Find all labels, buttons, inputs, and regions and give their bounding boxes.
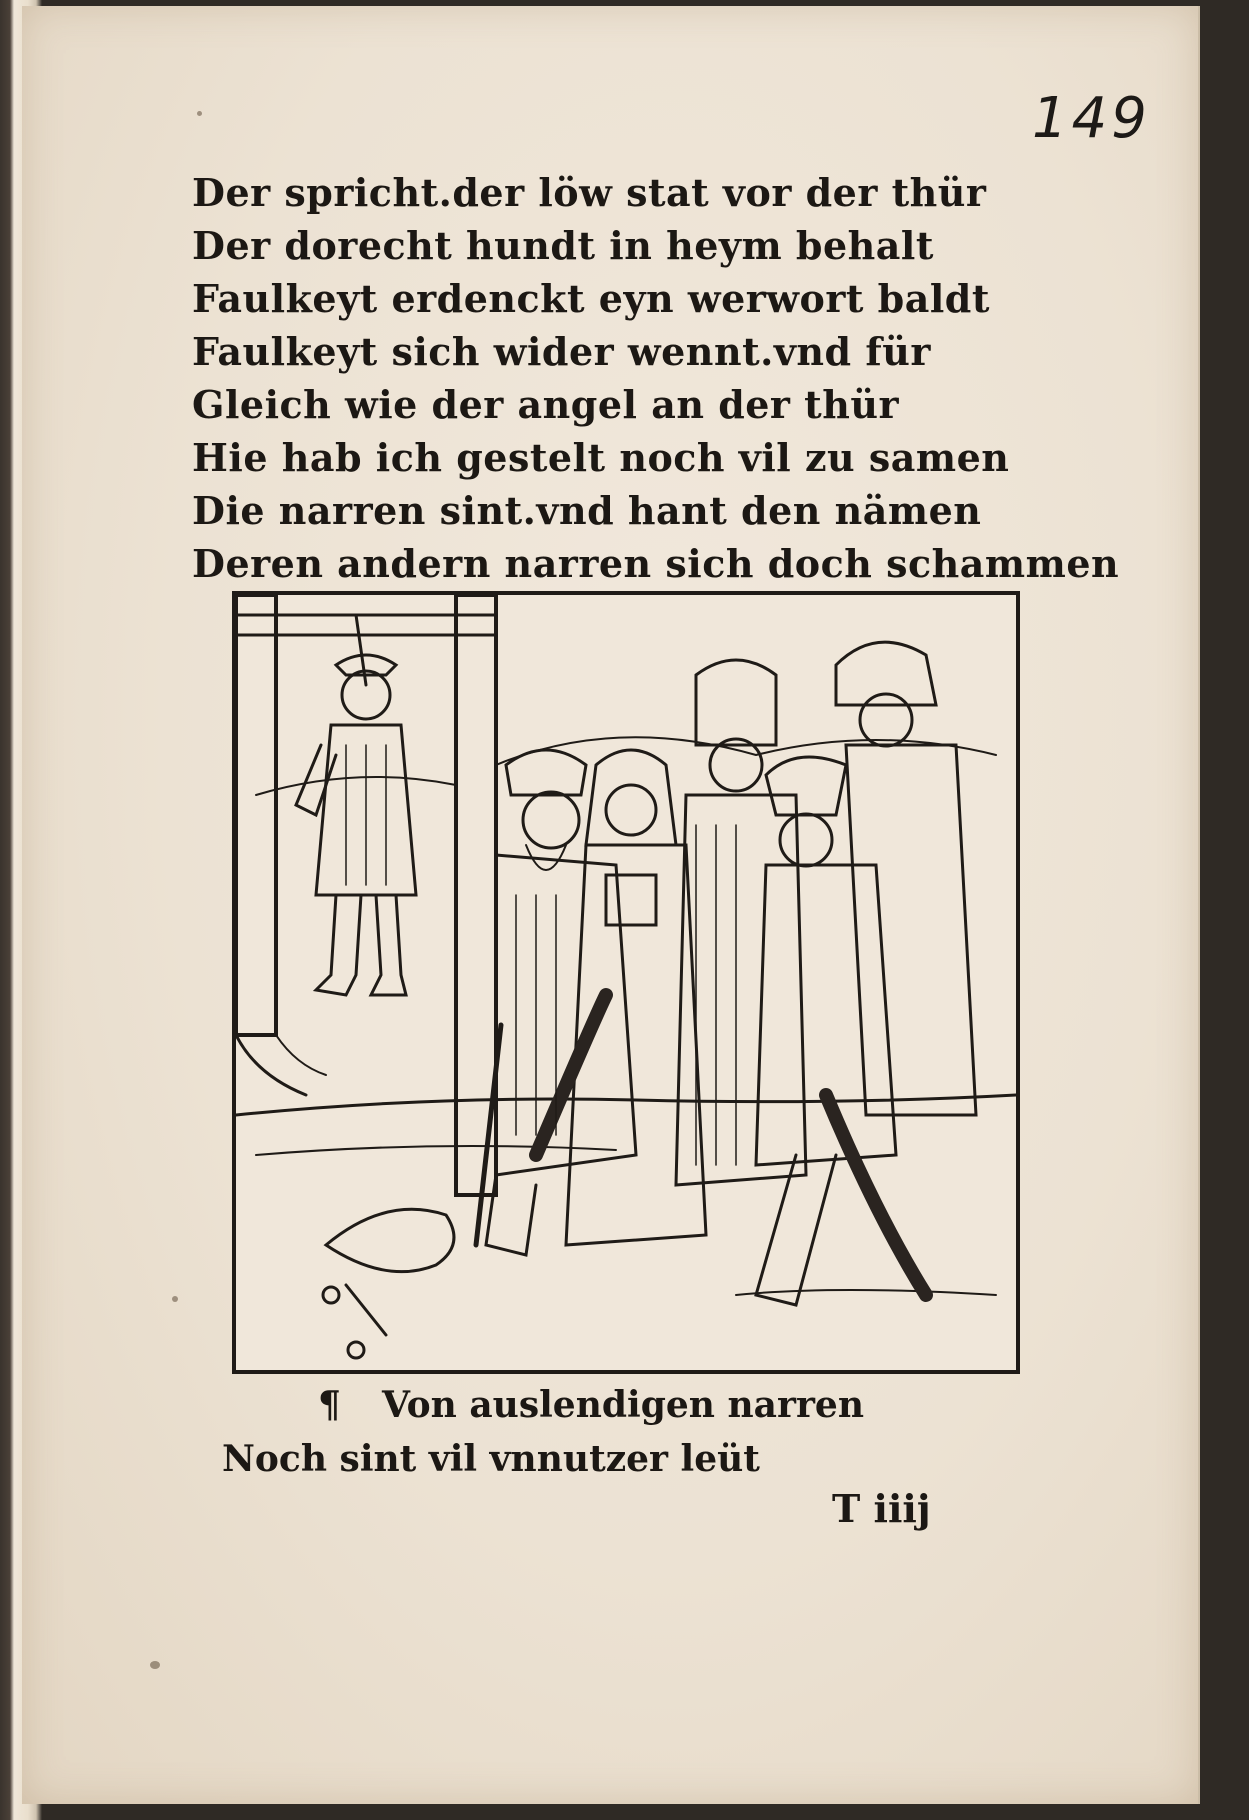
woodcut-caption	[222, 1378, 1022, 1486]
verse-line: Der dorecht hundt in heym behalt	[192, 223, 934, 268]
caption-line-1	[222, 1378, 1022, 1432]
verse-line: Deren andern narren sich doch schammen	[192, 541, 1120, 586]
caption-title: Von auslendigen narren	[382, 1384, 865, 1426]
woodcut-illustration	[232, 591, 1020, 1374]
foxing-spot	[172, 1296, 178, 1302]
woodcut-drawing	[236, 595, 1016, 1370]
foxing-spot	[197, 111, 202, 116]
signature-mark: T iiij	[832, 1486, 931, 1531]
verse-line: Gleich wie der angel an der thür	[192, 382, 900, 427]
verse-line: Faulkeyt erdenckt eyn werwort baldt	[192, 276, 990, 321]
foxing-spot	[150, 1661, 160, 1669]
book-page	[22, 6, 1200, 1804]
verse-line: Der spricht.der löw stat vor der thür	[192, 170, 987, 215]
pilcrow-icon: ¶	[318, 1384, 341, 1426]
caption-line-2: Noch sint vil vnnutzer leüt	[222, 1438, 760, 1480]
folio-number: 149	[1032, 86, 1151, 151]
verse-line: Hie hab ich gestelt noch vil zu samen	[192, 435, 1010, 480]
verse-block	[192, 166, 1120, 590]
verse-line: Faulkeyt sich wider wennt.vnd für	[192, 329, 931, 374]
verse-line: Die narren sint.vnd hant den nämen	[192, 488, 982, 533]
